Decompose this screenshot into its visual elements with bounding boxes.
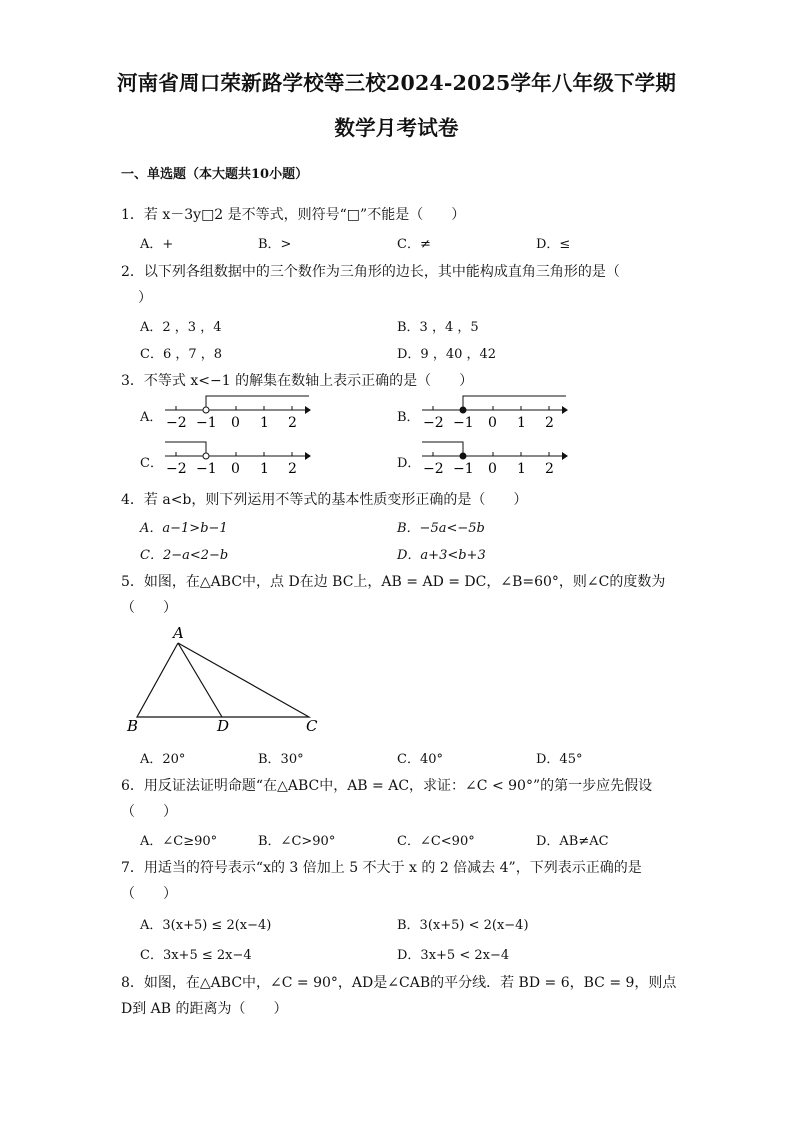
title-line-2: 数学月考试卷 <box>334 116 459 140</box>
tick-label: −1 <box>453 461 474 477</box>
q5-option-c: C．40° <box>397 752 443 767</box>
q6-option-a: A．∠C≥90° <box>140 834 218 849</box>
question-4: 4．若 a<b，则下列运用不等式的基本性质变形正确的是（ ） <box>121 492 528 508</box>
question-6-cont: （ ） <box>121 804 177 820</box>
title-line-1: 河南省周口荣新路学校等三校2024-2025学年八年级下学期 <box>116 71 677 95</box>
section-heading: 一、单选题（本大题共10小题） <box>121 167 309 182</box>
q5-option-d: D．45° <box>536 752 583 767</box>
tick-label: −1 <box>196 461 217 477</box>
q6-option-c: C．∠C<90° <box>397 834 475 849</box>
q2-option-a: A．2 ，3 ，4 <box>140 320 222 335</box>
tick-label: 2 <box>288 461 297 477</box>
q3-option-d-letter: D． <box>397 456 421 471</box>
tick-label: −2 <box>423 415 444 431</box>
q1-option-a: A．+ <box>140 237 174 252</box>
q4-option-b: B．−5a<−5b <box>397 521 485 536</box>
tick-label: 0 <box>488 461 497 477</box>
q6-option-d: D．AB≠AC <box>536 834 609 849</box>
q7-option-a: A．3(x+5) ≤ 2(x−4) <box>140 918 272 933</box>
tick-label: 2 <box>545 415 554 431</box>
q7-option-d: D．3x+5 < 2x−4 <box>397 948 510 963</box>
question-5-cont: （ ） <box>121 600 177 616</box>
q6-option-b: B．∠C>90° <box>258 834 336 849</box>
q4-option-d: D．a+3<b+3 <box>397 548 486 563</box>
question-2: 2．以下列各组数据中的三个数作为三角形的边长，其中能构成直角三角形的是（ <box>121 264 620 280</box>
number-line-c <box>163 440 313 480</box>
q3-option-b-letter: B． <box>397 410 420 425</box>
tick-label: 1 <box>260 461 269 477</box>
q5-option-a: A．20° <box>140 752 186 767</box>
tick-label: −1 <box>196 415 217 431</box>
tick-label: 1 <box>260 415 269 431</box>
tick-label: 0 <box>231 461 240 477</box>
q2-option-d: D．9 ，40 ，42 <box>397 347 497 362</box>
tick-label: −2 <box>166 415 187 431</box>
tick-label: 2 <box>288 415 297 431</box>
q4-option-c: C．2−a<2−b <box>140 548 229 563</box>
q3-option-c-letter: C． <box>140 456 163 471</box>
q2-option-b: B．3 ，4 ，5 <box>397 320 479 335</box>
vertex-label-c: C <box>306 717 318 735</box>
question-3: 3．不等式 x<−1 的解集在数轴上表示正确的是（ ） <box>121 373 474 389</box>
question-8: 8．如图，在△ABC中，∠C = 90°，AD是∠CAB的平分线．若 BD = 6，BC = 9，则点 <box>121 975 677 991</box>
q7-option-b: B．3(x+5) < 2(x−4) <box>397 918 529 933</box>
q1-option-c: C．≠ <box>397 237 431 252</box>
tick-label: −1 <box>453 415 474 431</box>
tick-label: −2 <box>166 461 187 477</box>
question-7: 7．用适当的符号表示“x的 3 倍加上 5 不大于 x 的 2 倍减去 4”，下列表示正确的是 <box>121 860 642 876</box>
tick-label: 0 <box>231 415 240 431</box>
q7-option-c: C．3x+5 ≤ 2x−4 <box>140 948 252 963</box>
number-line-d <box>420 440 570 480</box>
q5-option-b: B．30° <box>258 752 304 767</box>
vertex-label-a: A <box>173 624 184 642</box>
vertex-label-b: B <box>127 717 139 735</box>
q4-option-a: A．a−1>b−1 <box>140 521 228 536</box>
question-5: 5．如图，在△ABC中，点 D在边 BC上，AB = AD = DC，∠B=60°，则∠C的度数为 <box>121 574 666 590</box>
vertex-label-d: D <box>217 717 230 735</box>
q1-option-b: B．> <box>258 237 292 252</box>
tick-label: 1 <box>517 461 526 477</box>
q2-option-c: C．6 ，7 ，8 <box>140 347 223 362</box>
q1-option-d: D．≤ <box>536 237 571 252</box>
q3-option-a-letter: A． <box>140 410 163 425</box>
question-2-cont: ） <box>138 290 152 306</box>
tick-label: 0 <box>488 415 497 431</box>
number-line-a <box>163 394 313 434</box>
question-1: 1．若 x－3y□2 是不等式，则符号“□”不能是（ ） <box>121 207 466 223</box>
question-7-cont: （ ） <box>121 886 177 902</box>
question-6: 6．用反证法证明命题“在△ABC中，AB = AC，求证：∠C < 90°”的第一步应先假设 <box>121 778 653 794</box>
tick-label: 1 <box>517 415 526 431</box>
question-8-cont: D到 AB 的距离为（ ） <box>121 1001 288 1017</box>
tick-label: 2 <box>545 461 554 477</box>
number-line-b <box>420 394 570 434</box>
triangle-figure-q5 <box>125 625 325 735</box>
tick-label: −2 <box>423 461 444 477</box>
